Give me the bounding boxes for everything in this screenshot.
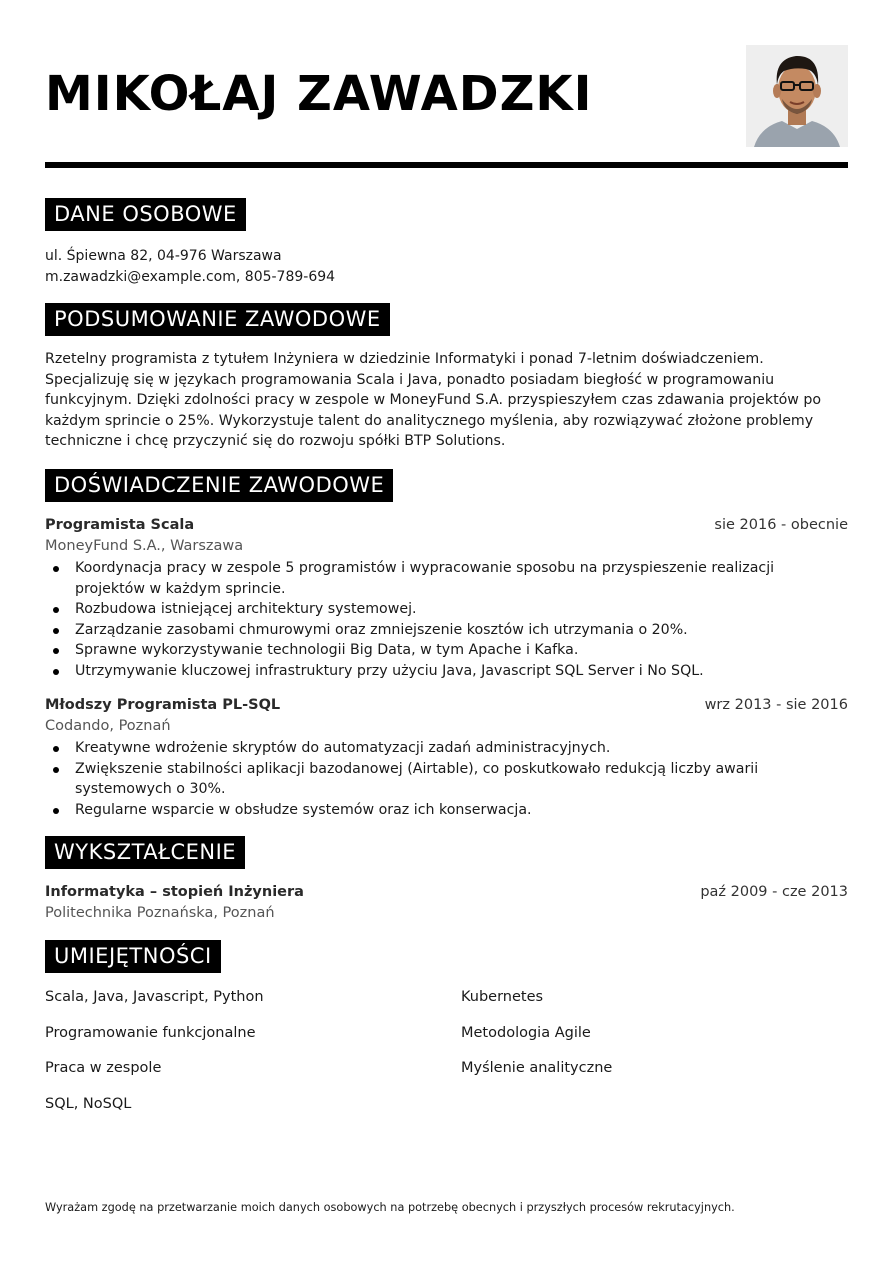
job-employer: MoneyFund S.A., Warszawa — [45, 538, 244, 554]
summary-line: każdym sprincie o 25%. Wykorzystuje talent do analitycznego myślenia, aby rozwiązywać złożone problemy — [45, 412, 814, 429]
list-item: Kreatywne wdrożenie skryptów do automatyzacji zadań administracyjnych. — [75, 738, 848, 759]
header-divider — [45, 162, 848, 168]
job-dates: sie 2016 - obecnie — [714, 517, 848, 533]
candidate-name: MIKOŁAJ ZAWADZKI — [45, 66, 593, 122]
contact-info: m.zawadzki@example.com, 805-789-694 — [45, 269, 336, 285]
summary-line: techniczne i chcę przyczynić się do rozwoju spółki BTP Solutions. — [45, 433, 506, 450]
school-name: Politechnika Poznańska, Poznań — [45, 905, 275, 921]
skill-item: Scala, Java, Javascript, Python — [45, 989, 264, 1005]
education-dates: paź 2009 - cze 2013 — [700, 884, 848, 900]
list-item: Zwiększenie stabilności aplikacji bazodanowej (Airtable), co poskutkowało redukcją liczby awarii systemowych o 30%. — [75, 759, 848, 800]
section-heading-education: WYKSZTAŁCENIE — [45, 836, 245, 869]
address: ul. Śpiewna 82, 04-976 Warszawa — [45, 248, 282, 264]
section-heading-skills: UMIEJĘTNOŚCI — [45, 940, 221, 973]
list-item: Rozbudowa istniejącej architektury systemowej. — [75, 599, 848, 620]
job-duties-list — [75, 558, 848, 682]
job-title: Młodszy Programista PL-SQL — [45, 697, 281, 713]
profile-photo-illustration — [746, 45, 848, 147]
section-heading-summary: PODSUMOWANIE ZAWODOWE — [45, 303, 390, 336]
job-title: Programista Scala — [45, 517, 195, 533]
summary-line: Rzetelny programista z tytułem Inżyniera w dziedzinie Informatyki i ponad 7-letnim doświadczeniem. — [45, 351, 764, 367]
skill-item: SQL, NoSQL — [45, 1096, 132, 1112]
skill-item: Programowanie funkcjonalne — [45, 1025, 256, 1041]
job-duties-list — [75, 738, 848, 820]
gdpr-consent-clause: Wyrażam zgodę na przetwarzanie moich danych osobowych na potrzebę obecnych i przyszłych procesów rekrutacyjnych. — [45, 1201, 735, 1214]
list-item: Koordynacja pracy w zespole 5 programistów i wypracowanie sposobu na przyspieszenie realizacji projektów w każdym sprincie. — [75, 558, 848, 599]
profile-photo — [746, 45, 848, 147]
job-employer: Codando, Poznań — [45, 718, 171, 734]
section-heading-personal: DANE OSOBOWE — [45, 198, 246, 231]
list-item: Sprawne wykorzystywanie technologii Big Data, w tym Apache i Kafka. — [75, 640, 848, 661]
skill-item: Myślenie analityczne — [461, 1060, 613, 1076]
resume-page — [45, 0, 848, 1263]
list-item: Utrzymywanie kluczowej infrastruktury przy użyciu Java, Javascript SQL Server i No SQL. — [75, 661, 848, 682]
list-item: Regularne wsparcie w obsłudze systemów oraz ich konserwacja. — [75, 800, 848, 821]
skill-item: Metodologia Agile — [461, 1025, 591, 1041]
summary-line: funkcyjnym. Dzięki zdolności pracy w zespole w MoneyFund S.A. przyspieszyłem czas zdawania projektów po — [45, 392, 822, 409]
section-heading-experience: DOŚWIADCZENIE ZAWODOWE — [45, 469, 393, 502]
skill-item: Praca w zespole — [45, 1060, 162, 1076]
degree-title: Informatyka – stopień Inżyniera — [45, 884, 304, 900]
job-dates: wrz 2013 - sie 2016 — [704, 697, 848, 713]
list-item: Zarządzanie zasobami chmurowymi oraz zmniejszenie kosztów ich utrzymania o 20%. — [75, 620, 848, 641]
summary-paragraph — [45, 349, 848, 452]
skill-item: Kubernetes — [461, 989, 544, 1005]
summary-line: Specjalizuję się w językach programowania Scala i Java, ponadto posiadam biegłość w programowaniu — [45, 371, 775, 388]
